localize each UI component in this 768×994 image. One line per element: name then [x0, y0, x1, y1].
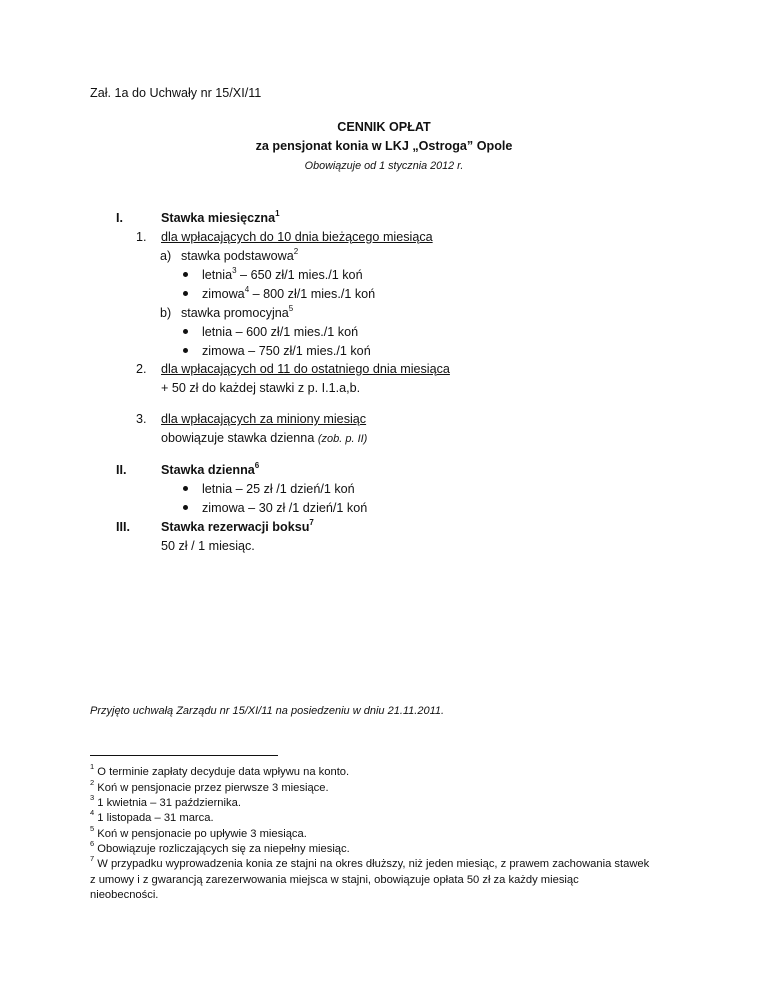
footnote-ref: 5	[288, 303, 294, 313]
list-item: letnia$^3$ – 650 zł/1 mies./1 koń	[183, 268, 363, 282]
footnote: $^1$ O terminie zapłaty decyduje data wpływu na konto.	[90, 762, 350, 778]
footnote-ref: 4	[244, 284, 250, 294]
list-item: letnia – 25 zł /1 dzień/1 koń	[183, 482, 355, 496]
subitem-a-text: stawka podstawowa$^2$	[181, 246, 299, 263]
section-2-title: Stawka dzienna$^6$	[161, 460, 260, 477]
footnote: $^5$ Koń w pensjonacie po upływie 3 miesiąca.	[90, 824, 307, 840]
bullet-icon	[183, 329, 188, 334]
list-item: zimowa – 30 zł /1 dzień/1 koń	[183, 501, 367, 515]
attachment-label: Zał. 1a do Uchwały nr 15/XI/11	[90, 86, 262, 100]
footnote: $^3$ 1 kwietnia – 31 października.	[90, 793, 241, 809]
item-2-number: 2.	[136, 362, 147, 376]
bullet-icon	[183, 291, 188, 296]
footnote-ref: 3	[232, 265, 237, 275]
bullet-icon	[183, 505, 188, 510]
item-3-note: obowiązuje stawka dzienna (zob. p. II)	[161, 431, 368, 445]
page-subtitle: za pensjonat konia w LKJ „Ostroga” Opole	[255, 139, 513, 153]
footnote-ref: 2	[293, 246, 299, 256]
footnote-ref: 7	[309, 517, 314, 527]
item-1-text: dla wpłacających do 10 dnia bieżącego miesiąca	[161, 230, 433, 244]
section-3-value: 50 zł / 1 miesiąc.	[161, 539, 255, 553]
adoption-note: Przyjęto uchwałą Zarządu nr 15/XI/11 na posiedzeniu w dniu 21.11.2011.	[90, 705, 445, 717]
item-2-note: + 50 zł do każdej stawki z p. I.1.a,b.	[161, 381, 361, 395]
footnote-ref: 1	[275, 208, 280, 218]
footnote-ref: 6	[254, 460, 260, 470]
footnote-continuation: z umowy i z gwarancją zarezerwowania miejsca w stajni, obowiązuje opłata 50 zł za każdy miesiąc	[90, 874, 579, 886]
footnote-divider	[90, 755, 278, 756]
bullet-icon	[183, 272, 188, 277]
item-2-text: dla wpłacających od 11 do ostatniego dnia miesiąca	[161, 362, 450, 376]
footnote-continuation: nieobecności.	[90, 889, 159, 901]
item-3-text: dla wpłacających za miniony miesiąc	[161, 412, 367, 426]
bullet-icon	[183, 348, 188, 353]
footnote: $^7$ W przypadku wyprowadzenia konia ze stajni na okres dłuższy, niż jeden miesiąc, z prawem zachowania stawek	[90, 854, 650, 870]
list-item: letnia – 600 zł/1 mies./1 koń	[183, 325, 358, 339]
list-item: zimowa – 750 zł/1 mies./1 koń	[183, 344, 371, 358]
subitem-a-label: a)	[160, 249, 172, 263]
footnote: $^2$ Koń w pensjonacie przez pierwsze 3 miesiące.	[90, 778, 329, 794]
subitem-b-text: stawka promocyjna$^5$	[181, 303, 294, 320]
page-title: CENNIK OPŁAT	[337, 120, 431, 134]
item-3-number: 3.	[136, 412, 147, 426]
effective-date: Obowiązuje od 1 stycznia 2012 r.	[304, 160, 464, 172]
list-item: zimowa$^4$ – 800 zł/1 mies./1 koń	[183, 287, 375, 301]
section-1-title: Stawka miesięczna$^1$	[161, 208, 280, 225]
bullet-icon	[183, 486, 188, 491]
subitem-b-label: b)	[160, 306, 172, 320]
section-3-title: Stawka rezerwacji boksu$^7$	[161, 517, 314, 534]
section-2-numeral: II.	[116, 463, 127, 477]
footnote: $^6$ Obowiązuje rozliczających się za niepełny miesiąc.	[90, 839, 350, 855]
section-1-numeral: I.	[116, 211, 123, 225]
section-3-numeral: III.	[116, 520, 130, 534]
item-1-number: 1.	[136, 230, 147, 244]
footnote: $^4$ 1 listopada – 31 marca.	[90, 808, 214, 824]
